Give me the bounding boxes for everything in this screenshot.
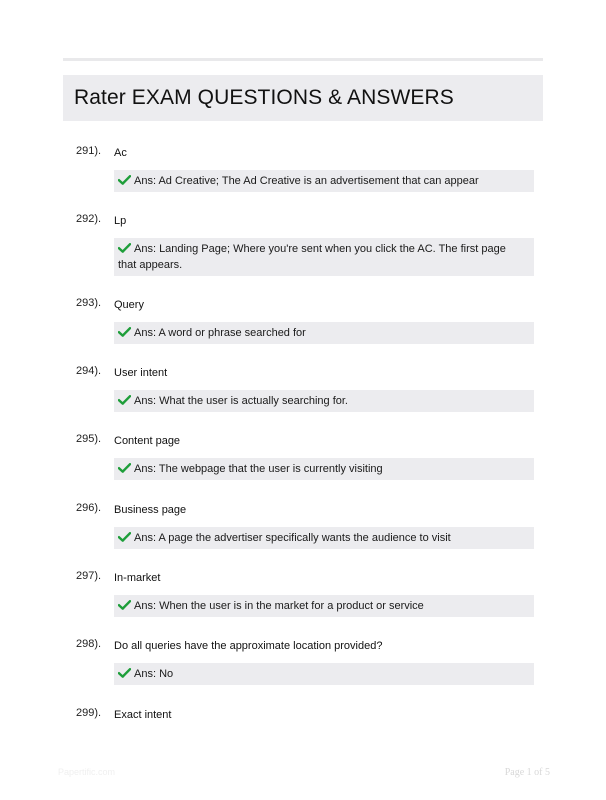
check-icon: [118, 600, 131, 610]
question-text: Do all queries have the approximate location provided?: [114, 640, 383, 652]
check-icon: [118, 668, 131, 678]
page-number: Page 1 of 5: [504, 767, 550, 778]
answer-text: Ans: Landing Page; Where you're sent when you click the AC. The first page that appears.: [118, 243, 506, 271]
question-number: 295).: [76, 433, 102, 445]
answer-text: Ans: When the user is in the market for a product or service: [134, 600, 424, 612]
answer-text: Ans: No: [134, 668, 174, 680]
question-text: Business page: [114, 504, 187, 516]
answer-text: Ans: The webpage that the user is currently visiting: [134, 463, 383, 475]
question-text: Ac: [114, 147, 127, 159]
check-icon: [118, 327, 131, 337]
question-text: Query: [114, 299, 144, 311]
footer-watermark: Papertific.com: [58, 767, 116, 777]
question-number: 293).: [76, 297, 102, 309]
check-icon: [118, 395, 131, 405]
question-number: 292).: [76, 213, 102, 225]
question-number: 291).: [76, 145, 102, 157]
question-text: Exact intent: [114, 709, 172, 721]
question-text: Lp: [114, 215, 127, 227]
check-icon: [118, 463, 131, 473]
answer-box: [114, 458, 534, 480]
page-title: Rater EXAM QUESTIONS & ANSWERS: [74, 86, 454, 109]
answer-box: [114, 663, 534, 685]
top-rule: [63, 58, 543, 61]
question-number: 297).: [76, 570, 102, 582]
check-icon: [118, 532, 131, 542]
answer-box: [114, 390, 534, 412]
answer-text: Ans: What the user is actually searching for.: [134, 395, 348, 407]
question-text: User intent: [114, 367, 168, 379]
check-icon: [118, 175, 131, 185]
answer-box: [114, 595, 534, 617]
answer-box: [114, 527, 534, 549]
title-bar: [63, 75, 543, 121]
question-number: 296).: [76, 502, 102, 514]
answer-text: Ans: A word or phrase searched for: [134, 327, 306, 339]
check-icon: [118, 243, 131, 253]
question-number: 298).: [76, 638, 102, 650]
answer-box: [114, 238, 534, 276]
answer-text: Ans: A page the advertiser specifically wants the audience to visit: [134, 532, 451, 544]
answer-box: [114, 322, 534, 344]
answer-text: Ans: Ad Creative; The Ad Creative is an advertisement that can appear: [134, 175, 479, 187]
question-text: In-market: [114, 572, 161, 584]
question-number: 294).: [76, 365, 102, 377]
question-number: 299).: [76, 707, 102, 719]
answer-box: [114, 170, 534, 192]
question-text: Content page: [114, 435, 181, 447]
